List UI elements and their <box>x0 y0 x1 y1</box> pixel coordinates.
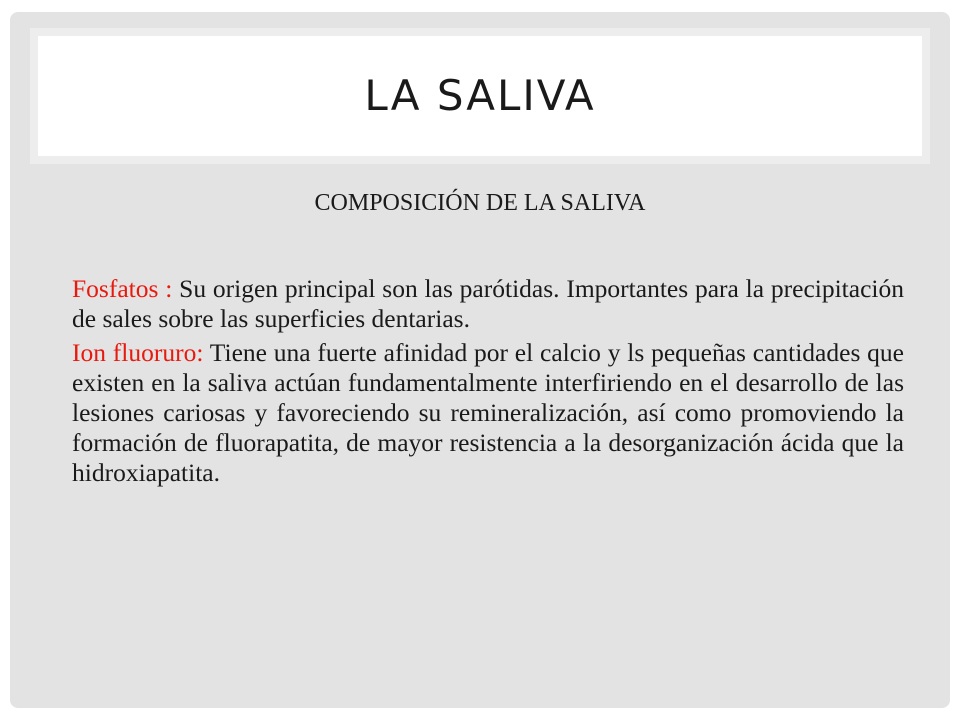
term-fosfatos: Fosfatos : <box>72 274 173 303</box>
paragraph-text: Tiene una fuerte afinidad por el calcio y ls pequeñas cantidades que existen en la saliva actúan fundamentalmente interfiriendo en el desarrollo de las lesiones cariosas y favoreciendo su remineralización, así como promoviendo la formación de fluorapatita, de mayor resistencia a la desorganización ácida que la hidroxiapatita. <box>72 338 904 487</box>
term-ion-fluoruro: Ion fluoruro: <box>72 338 204 367</box>
slide <box>10 12 950 708</box>
title-box <box>30 28 930 164</box>
paragraph-text: Su origen principal son las parótidas. Importantes para la precipitación de sales sobre las superficies dentarias. <box>72 274 904 333</box>
paragraph-fosfatos <box>72 274 904 334</box>
slide-subtitle: COMPOSICIÓN DE LA SALIVA <box>314 190 646 216</box>
slide-title: LA SALIVA <box>364 71 596 120</box>
paragraph-ion-fluoruro <box>72 338 904 488</box>
slide-body <box>72 274 904 492</box>
